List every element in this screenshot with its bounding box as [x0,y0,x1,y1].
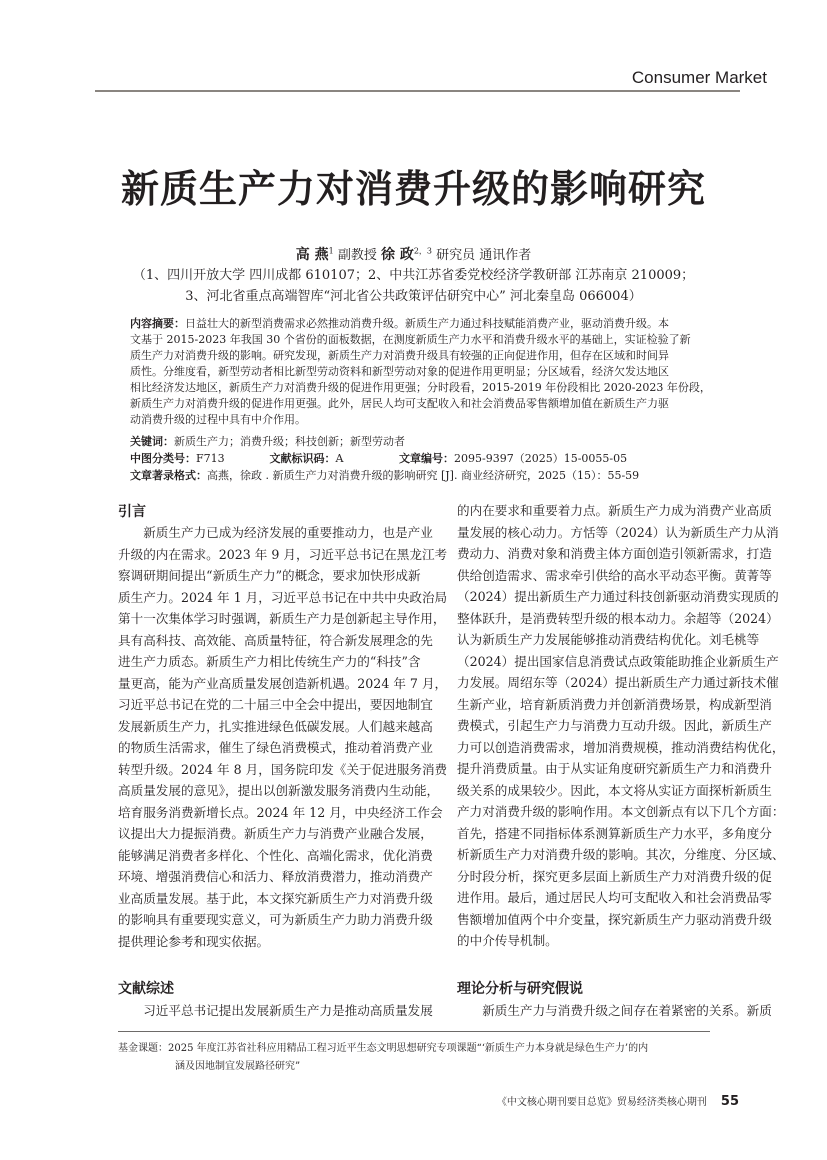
text-line: 能够满足消费者多样化、个性化、高端化需求，优化消费 [118,847,433,863]
text-line: 提升消费质量。由于从实证角度研究新质生产力和消费升 [457,761,772,776]
text-line: 费模式，引起生产力与消费力互动升级。因此，新质生产 [457,718,772,733]
header-rule [95,90,740,92]
text-line: 的内在要求和重要着力点。新质生产力成为消费产业高质 [457,503,772,518]
keywords-value: 新质生产力；消费升级；科技创新；新型劳动者 [174,435,405,448]
text-line: 相比经济发达地区，新质生产力对消费升级的促进作用更强；分时段看，2015-2019 年份段相比 2020-2023 年份段， [130,381,711,394]
citation-value: 高燕，徐政 . 新质生产力对消费升级的影响研究 [J]. 商业经济研究，2025（15）：55-59 [207,469,640,482]
abstract-label: 内容摘要： [130,317,185,330]
section-heading-literature: 文献综述 [118,981,174,997]
abstract-text: 日益壮大的新型消费需求必然推动消费升级。新质生产力通过科技赋能消费产业，驱动消费升级。本 [185,317,669,330]
text-line: 量发展的核心动力。方恬等（2024）认为新质生产力从消 [457,524,779,540]
text-line: 新质生产力已成为经济发展的重要推动力，也是产业 [118,525,433,540]
text-line: 供给创造需求、需求牵引供给的高水平动态平衡。黄菁等 [457,567,772,583]
text-line: 析新质生产力对消费升级的影响。其次，分维度、分区域、 [457,847,785,862]
text-line: 售额增加值两个中介变量，探究新质生产力驱动消费升级 [457,911,772,927]
journal-note: 《中文核心期刊要目总览》贸易经济类核心期刊 [496,1097,707,1108]
text-line: 察调研期间提出“新质生产力”的概念，要求加快形成新 [118,568,421,583]
citation-label: 文章著录格式： [130,469,207,482]
author-2-role: 研究员 通讯作者 [432,248,532,263]
text-line: 第十一次集体学习时强调，新质生产力是创新起主导作用， [118,611,446,626]
text-line: 升级的内在需求。2023 年 9 月，习近平总书记在黑龙江考 [118,546,448,562]
author-2: 徐 政 [380,247,414,263]
affiliation-line: （1、四川开放大学 四川成都 610107；2、中共江苏省委党校经济学教研部 江苏南京 210009； [132,268,695,283]
text-line: 培育服务消费新增长点。2024 年 12 月，中央经济工作会 [118,804,443,820]
author-2-sup: 2，3 [413,246,433,256]
theory-body-line: 新质生产力与消费升级之间存在着紧密的关系。新质 [457,1003,772,1018]
text-line: 的物质生活需求，催生了绿色消费模式，推动着消费产业 [118,740,433,755]
text-line: 分时段分析，探究更多层面上新质生产力对消费升级的促 [457,868,772,884]
page-footer [497,1093,739,1109]
right-column-body [457,500,785,952]
keywords-label: 关键词： [130,435,174,448]
keywords [130,434,405,449]
text-line: 进生产力质态。新质生产力相比传统生产力的“科技”含 [118,654,421,669]
author-1-sup: 1 [328,246,334,256]
text-line: 具有高科技、高效能、高质量特征，符合新发展理念的先 [118,632,433,648]
doc-code-value: A [335,452,344,465]
text-line [130,316,710,332]
literature-body-line: 习近平总书记提出发展新质生产力是推动高质量发展 [118,1003,433,1018]
text-line: 质生产力。2024 年 1 月，习近平总书记在中共中央政治局 [118,589,448,605]
section-heading-intro: 引言 [118,504,146,520]
clc-label: 中图分类号： [130,452,196,465]
text-line: 产力对消费升级的影响作用。本文创新点有以下几个方面： [457,804,785,819]
text-line: （2024）提出国家信息消费试点政策能助推企业新质生产 [457,653,779,669]
text-line: 动消费升级的过程中具有中介作用。 [130,413,306,426]
abstract [130,316,710,428]
page-number: 55 [720,1094,739,1109]
text-line: 环境、增强消费信心和活力、释放消费潜力，推动消费产 [118,869,433,884]
text-line: 转型升级。2024 年 8 月，国务院印发《关于促进服务消费 [118,761,448,777]
text-line: 习近平总书记在党的二十届三中全会中提出，要因地制宜 [118,697,433,712]
section-heading-theory: 理论分析与研究假说 [457,981,583,997]
article-number-value: 2095-9397（2025）15-0055-05 [454,452,628,465]
footnote-rule [118,1031,710,1032]
text-line: 费动力、消费对象和消费主体方面创造引领新需求，打造 [457,546,772,561]
fund-line-1: 基金课题：2025 年度江苏省社科应用精品工程习近平生态文明思想研究专项课题“‘新质生产力本身就是绿色生产力’的内 [118,1043,649,1054]
article-title: 新质生产力对消费升级的影响研究 [120,167,706,211]
doc-code-label: 文献标识码： [269,452,336,465]
intro-body [118,522,448,952]
article-number-label: 文章编号： [399,452,454,465]
text-line: 发展新质生产力，扎实推进绿色低碳发展。人们越来越高 [118,718,433,734]
author-1: 高 燕 [295,247,329,263]
text-line: 文基于 2015-2023 年我国 30 个省份的面板数据，在测度新质生产力水平和消费升级水平的基础上，实证检验了新 [130,333,691,346]
text-line: 力发展。周绍东等（2024）提出新质生产力通过新技术催 [457,675,779,690]
author-line [0,244,827,264]
text-line: 质性。分维度看，新型劳动者相比新型劳动资料和新型劳动对象的促进作用更明显；分区域看，经济欠发达地区 [130,365,669,378]
text-line: 级关系的成果较少。因此，本文将从实证方面探析新质生 [457,782,772,798]
text-line: 的中介传导机制。 [457,933,558,948]
citation [130,468,639,483]
text-line: 提供理论参考和现实依据。 [118,933,270,949]
text-line: 生新产业，培育新质消费力并创新消费场景，构成新型消 [457,696,772,712]
text-line: 力可以创造消费需求，增加消费规模，推动消费结构优化， [457,739,785,755]
text-line: 业高质量发展。基于此，本文探究新质生产力对消费升级 [118,890,433,906]
author-1-role: 副教授 [333,248,381,263]
text-line: 的影响具有重要现实意义，可为新质生产力助力消费升级 [118,912,433,927]
text-line: 新质生产力对消费升级的促进作用更强。此外，居民人均可支配收入和社会消费品零售额增加值在新质生产力驱 [130,397,669,410]
fund-line-2: 涵及因地制宜发展路径研究” [175,1061,301,1072]
text-line: 整体跃升，是消费转型升级的根本动力。余超等（2024） [457,610,779,626]
affiliation-line: 3、河北省重点高端智库“河北省公共政策评估研究中心” 河北秦皇岛 066004） [185,289,642,304]
text-line: 量更高，能为产业高质量发展创造新机遇。2024 年 7 月， [118,675,448,691]
text-line: 质生产力对消费升级的影响。研究发现，新质生产力对消费升级具有较强的正向促进作用，但存在区域和时间异 [130,349,669,362]
clc-value: F713 [196,452,225,465]
text-line: 高质量发展的意见》，提出以创新激发服务消费内生动能， [118,783,440,798]
text-line: 议提出大力提振消费。新质生产力与消费产业融合发展， [118,826,433,841]
fund-note [118,1040,718,1076]
running-header: Consumer Market [631,68,767,87]
text-line: 进作用。最后，通过居民人均可支配收入和社会消费品零 [457,890,772,905]
classification [130,451,627,466]
text-line: （2024）提出新质生产力通过科技创新驱动消费实现质的 [457,589,779,604]
text-line: 首先，搭建不同指标体系测算新质生产力水平，多角度分 [457,825,772,841]
text-line: 认为新质生产力发展能够推动消费结构优化。刘毛桃等 [457,632,760,647]
